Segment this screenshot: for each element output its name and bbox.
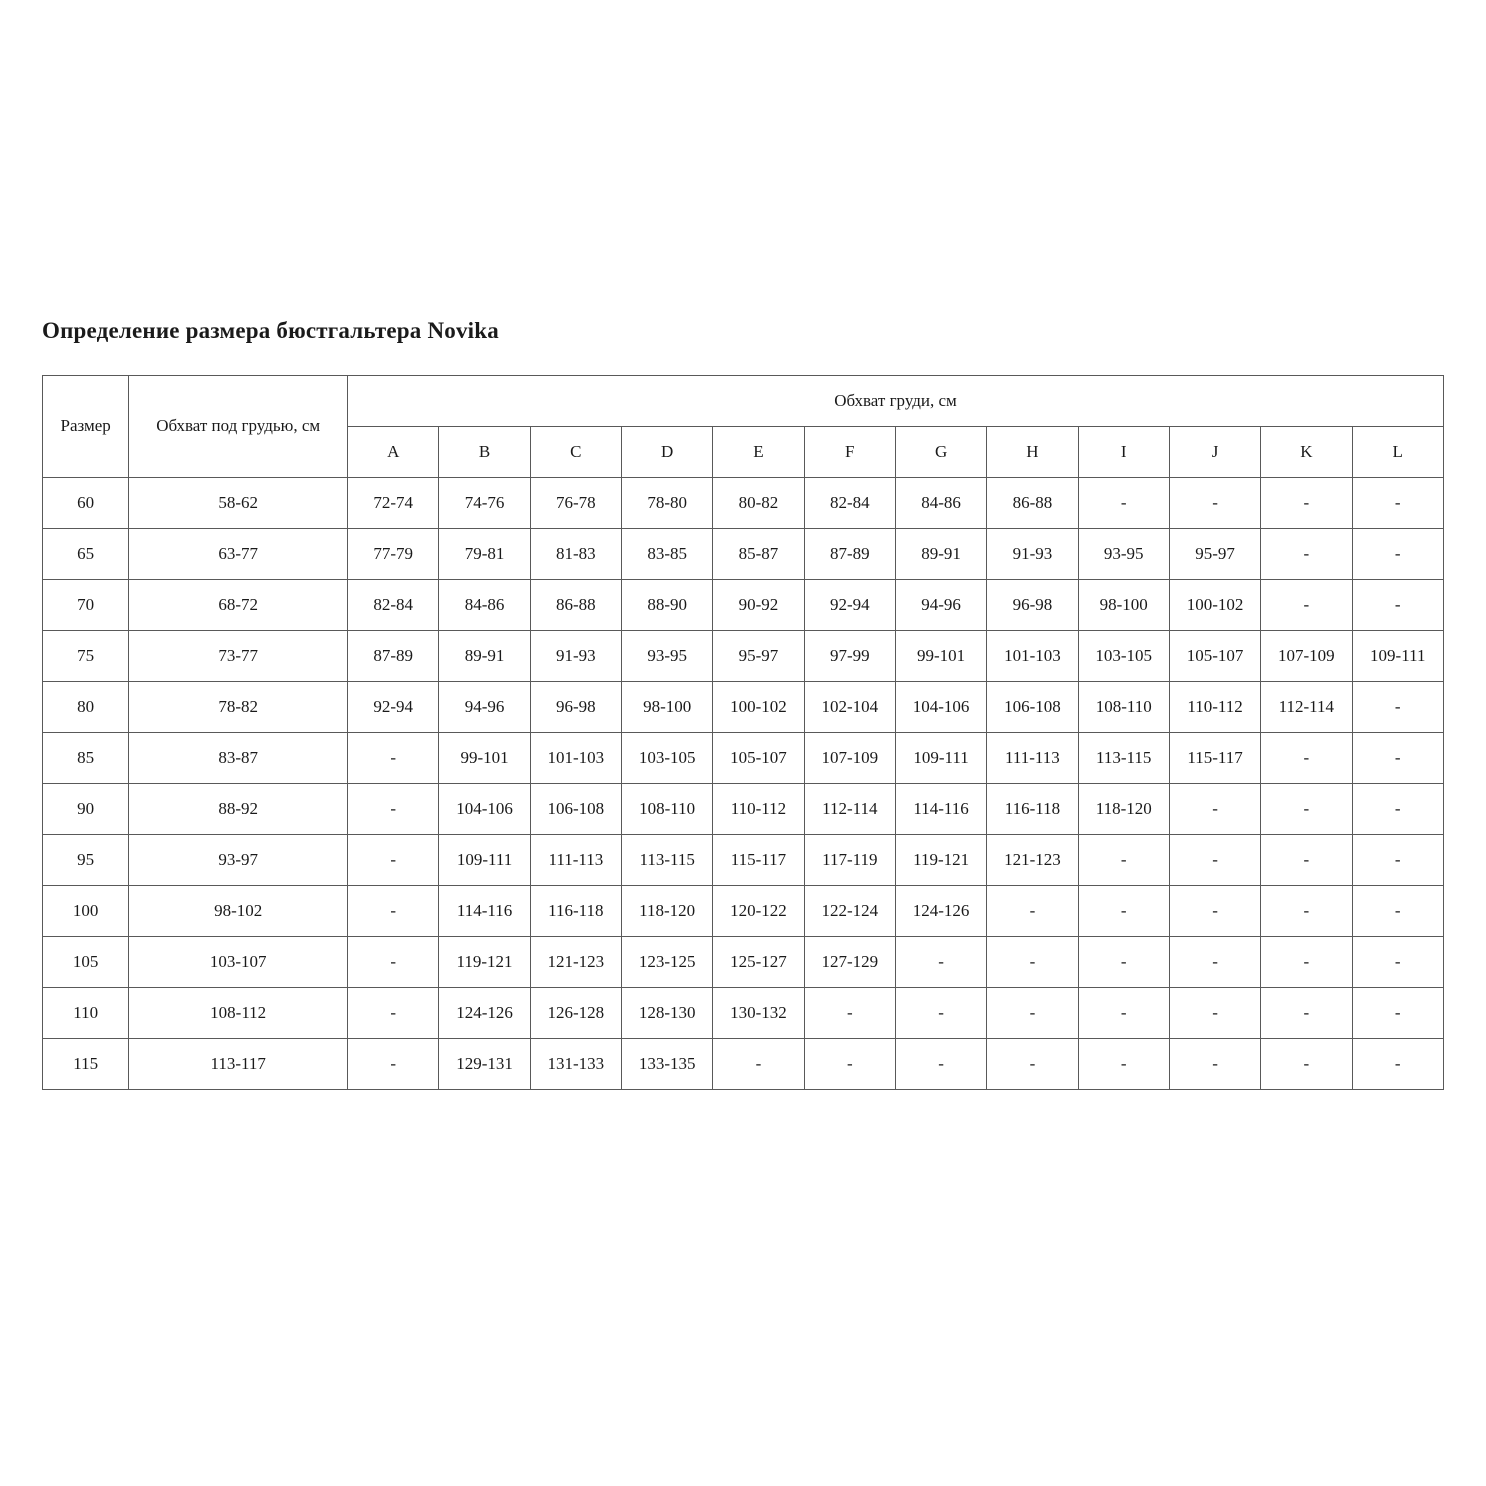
cell-underbust: 73-77 [129,631,348,682]
cell-cup-c: 101-103 [530,733,621,784]
cell-cup-b: 84-86 [439,580,530,631]
cell-cup-g: 104-106 [895,682,986,733]
cell-cup-k: - [1261,478,1352,529]
cell-cup-h: 96-98 [987,580,1078,631]
cell-size: 60 [43,478,129,529]
cell-cup-c: 96-98 [530,682,621,733]
cell-underbust: 68-72 [129,580,348,631]
cell-cup-d: 93-95 [622,631,713,682]
cell-cup-c: 121-123 [530,937,621,988]
column-header-cup-j: J [1169,427,1260,478]
cell-cup-b: 129-131 [439,1039,530,1090]
cell-cup-l: - [1352,886,1444,937]
cell-cup-k: - [1261,886,1352,937]
cell-underbust: 58-62 [129,478,348,529]
column-header-cup-l: L [1352,427,1444,478]
cell-size: 75 [43,631,129,682]
cell-cup-k: - [1261,529,1352,580]
cell-cup-e: 95-97 [713,631,804,682]
cell-cup-h: 121-123 [987,835,1078,886]
cell-cup-l: - [1352,784,1444,835]
column-header-cup-f: F [804,427,895,478]
cell-cup-h: 86-88 [987,478,1078,529]
cell-cup-b: 89-91 [439,631,530,682]
cell-cup-i: - [1078,478,1169,529]
cell-underbust: 93-97 [129,835,348,886]
cell-cup-e: 90-92 [713,580,804,631]
cell-underbust: 113-117 [129,1039,348,1090]
cell-cup-j: - [1169,478,1260,529]
table-head [43,376,1444,478]
cell-underbust: 78-82 [129,682,348,733]
cell-cup-a: 77-79 [348,529,439,580]
cell-cup-k: - [1261,937,1352,988]
cell-cup-j: - [1169,1039,1260,1090]
cell-cup-c: 81-83 [530,529,621,580]
cell-cup-d: 88-90 [622,580,713,631]
cell-size: 70 [43,580,129,631]
table-row [43,631,1444,682]
cell-cup-f: - [804,988,895,1039]
cell-cup-b: 124-126 [439,988,530,1039]
cell-size: 65 [43,529,129,580]
table-header-row-group [43,376,1444,427]
cell-cup-i: 103-105 [1078,631,1169,682]
column-header-size: Размер [43,376,129,478]
cell-cup-e: 105-107 [713,733,804,784]
cell-cup-j: 115-117 [1169,733,1260,784]
cell-cup-b: 94-96 [439,682,530,733]
cell-cup-k: - [1261,1039,1352,1090]
cell-cup-d: 78-80 [622,478,713,529]
cell-cup-d: 98-100 [622,682,713,733]
column-header-underbust: Обхват под грудью, см [129,376,348,478]
cell-cup-b: 99-101 [439,733,530,784]
column-header-bust-group: Обхват груди, см [348,376,1444,427]
cell-cup-d: 108-110 [622,784,713,835]
cell-cup-j: - [1169,784,1260,835]
cell-cup-a: - [348,886,439,937]
cell-cup-c: 111-113 [530,835,621,886]
cell-cup-l: - [1352,835,1444,886]
cell-cup-e: 130-132 [713,988,804,1039]
column-header-cup-i: I [1078,427,1169,478]
cell-size: 90 [43,784,129,835]
cell-cup-e: 85-87 [713,529,804,580]
cell-cup-f: 102-104 [804,682,895,733]
cell-cup-h: 111-113 [987,733,1078,784]
cell-cup-i: - [1078,988,1169,1039]
cell-cup-i: 118-120 [1078,784,1169,835]
table-row [43,478,1444,529]
table-row [43,886,1444,937]
cell-cup-j: - [1169,988,1260,1039]
cell-cup-a: 92-94 [348,682,439,733]
cell-cup-f: 117-119 [804,835,895,886]
cell-cup-c: 76-78 [530,478,621,529]
cell-cup-i: 113-115 [1078,733,1169,784]
cell-cup-l: - [1352,529,1444,580]
cell-cup-g: 109-111 [895,733,986,784]
cell-cup-l: - [1352,682,1444,733]
cell-cup-i: - [1078,937,1169,988]
size-chart-container [42,375,1444,1090]
cell-cup-e: 115-117 [713,835,804,886]
column-header-cup-a: A [348,427,439,478]
column-header-cup-c: C [530,427,621,478]
cell-cup-k: 112-114 [1261,682,1352,733]
table-row [43,835,1444,886]
cell-cup-g: - [895,937,986,988]
cell-cup-a: - [348,1039,439,1090]
cell-cup-d: 128-130 [622,988,713,1039]
cell-cup-g: 94-96 [895,580,986,631]
size-chart-table [42,375,1444,1090]
cell-cup-j: 95-97 [1169,529,1260,580]
cell-cup-f: 92-94 [804,580,895,631]
cell-cup-i: - [1078,835,1169,886]
cell-cup-b: 104-106 [439,784,530,835]
cell-cup-g: 89-91 [895,529,986,580]
cell-size: 100 [43,886,129,937]
table-row [43,988,1444,1039]
cell-cup-f: 107-109 [804,733,895,784]
cell-size: 110 [43,988,129,1039]
cell-cup-d: 103-105 [622,733,713,784]
cell-cup-f: 127-129 [804,937,895,988]
cell-cup-c: 126-128 [530,988,621,1039]
table-row [43,733,1444,784]
table-row [43,529,1444,580]
cell-cup-k: - [1261,733,1352,784]
cell-cup-h: - [987,988,1078,1039]
cell-cup-d: 83-85 [622,529,713,580]
cell-cup-e: - [713,1039,804,1090]
cell-cup-l: - [1352,1039,1444,1090]
cell-cup-i: 93-95 [1078,529,1169,580]
cell-underbust: 98-102 [129,886,348,937]
table-body [43,478,1444,1090]
cell-cup-f: 97-99 [804,631,895,682]
cell-underbust: 103-107 [129,937,348,988]
cell-cup-j: 100-102 [1169,580,1260,631]
page-title: Определение размера бюстгальтера Novika [42,318,499,343]
cell-cup-b: 119-121 [439,937,530,988]
table-row [43,682,1444,733]
cell-underbust: 63-77 [129,529,348,580]
table-row [43,1039,1444,1090]
cell-cup-k: - [1261,988,1352,1039]
cell-cup-f: 112-114 [804,784,895,835]
cell-cup-i: 98-100 [1078,580,1169,631]
cell-cup-j: - [1169,937,1260,988]
cell-cup-e: 125-127 [713,937,804,988]
cell-cup-k: 107-109 [1261,631,1352,682]
cell-cup-h: - [987,886,1078,937]
column-header-cup-g: G [895,427,986,478]
cell-cup-g: 99-101 [895,631,986,682]
cell-cup-j: 105-107 [1169,631,1260,682]
table-row [43,784,1444,835]
cell-cup-b: 109-111 [439,835,530,886]
cell-cup-c: 116-118 [530,886,621,937]
cell-cup-g: 119-121 [895,835,986,886]
cell-cup-g: 114-116 [895,784,986,835]
cell-cup-i: - [1078,1039,1169,1090]
cell-cup-f: - [804,1039,895,1090]
cell-cup-e: 80-82 [713,478,804,529]
cell-cup-e: 120-122 [713,886,804,937]
cell-size: 85 [43,733,129,784]
cell-cup-l: - [1352,478,1444,529]
cell-cup-g: - [895,988,986,1039]
column-header-cup-b: B [439,427,530,478]
cell-cup-h: 116-118 [987,784,1078,835]
cell-cup-c: 131-133 [530,1039,621,1090]
column-header-cup-d: D [622,427,713,478]
cell-size: 80 [43,682,129,733]
cell-underbust: 108-112 [129,988,348,1039]
cell-cup-l: - [1352,937,1444,988]
cell-cup-a: - [348,937,439,988]
cell-cup-h: 106-108 [987,682,1078,733]
cell-underbust: 83-87 [129,733,348,784]
cell-cup-k: - [1261,784,1352,835]
table-row [43,580,1444,631]
cell-cup-h: 101-103 [987,631,1078,682]
cell-cup-a: - [348,835,439,886]
cell-cup-j: 110-112 [1169,682,1260,733]
cell-cup-h: - [987,937,1078,988]
cell-cup-g: 124-126 [895,886,986,937]
cell-cup-g: 84-86 [895,478,986,529]
cell-cup-a: 82-84 [348,580,439,631]
cell-size: 95 [43,835,129,886]
cell-cup-a: 87-89 [348,631,439,682]
cell-cup-a: 72-74 [348,478,439,529]
cell-cup-d: 113-115 [622,835,713,886]
column-header-cup-h: H [987,427,1078,478]
cell-cup-e: 100-102 [713,682,804,733]
cell-cup-h: 91-93 [987,529,1078,580]
cell-underbust: 88-92 [129,784,348,835]
cell-cup-h: - [987,1039,1078,1090]
cell-cup-c: 91-93 [530,631,621,682]
cell-cup-l: - [1352,580,1444,631]
cell-cup-g: - [895,1039,986,1090]
cell-cup-l: 109-111 [1352,631,1444,682]
column-header-cup-k: K [1261,427,1352,478]
cell-cup-b: 79-81 [439,529,530,580]
cell-cup-b: 114-116 [439,886,530,937]
cell-cup-f: 87-89 [804,529,895,580]
cell-cup-e: 110-112 [713,784,804,835]
cell-cup-d: 133-135 [622,1039,713,1090]
cell-cup-d: 118-120 [622,886,713,937]
cell-cup-l: - [1352,988,1444,1039]
cell-cup-f: 82-84 [804,478,895,529]
cell-cup-c: 86-88 [530,580,621,631]
cell-cup-l: - [1352,733,1444,784]
cell-cup-i: - [1078,886,1169,937]
cell-cup-b: 74-76 [439,478,530,529]
column-header-cup-e: E [713,427,804,478]
cell-size: 105 [43,937,129,988]
cell-cup-j: - [1169,886,1260,937]
cell-cup-j: - [1169,835,1260,886]
cell-cup-k: - [1261,580,1352,631]
cell-cup-f: 122-124 [804,886,895,937]
table-row [43,937,1444,988]
cell-cup-a: - [348,733,439,784]
cell-cup-c: 106-108 [530,784,621,835]
cell-cup-i: 108-110 [1078,682,1169,733]
cell-size: 115 [43,1039,129,1090]
cell-cup-a: - [348,784,439,835]
cell-cup-a: - [348,988,439,1039]
cell-cup-d: 123-125 [622,937,713,988]
cell-cup-k: - [1261,835,1352,886]
